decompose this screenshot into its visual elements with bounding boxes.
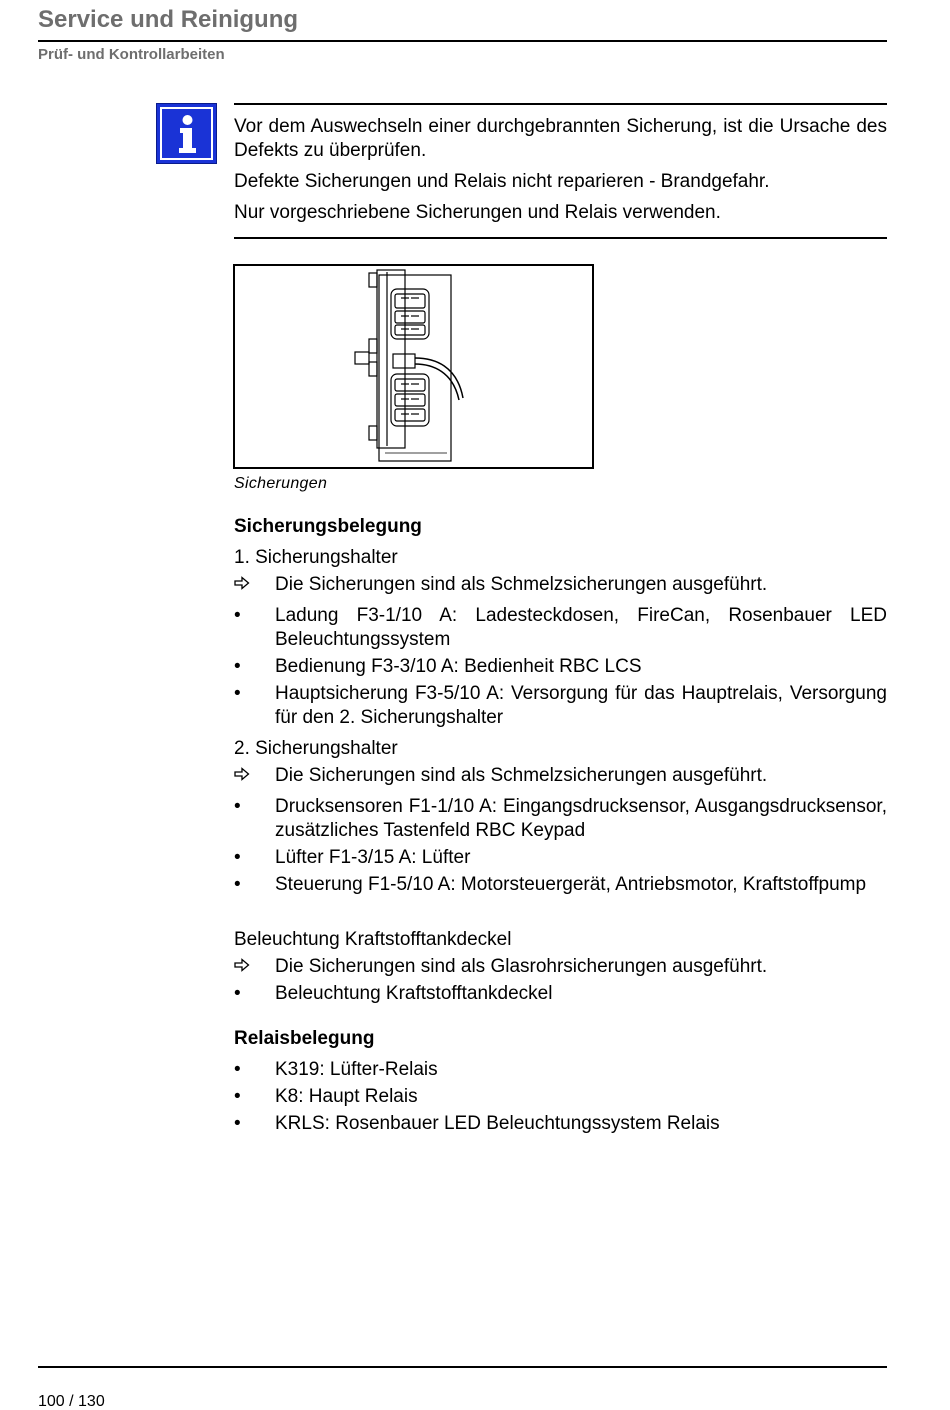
list-item-text: Bedienung F3-3/10 A: Bedienheit RBC LCS [275, 656, 642, 677]
page-number: 100 / 130 [38, 1393, 105, 1410]
bullet-mark: • [234, 1113, 241, 1134]
note-top-divider [234, 103, 887, 105]
list-item [234, 682, 887, 730]
list-item [234, 604, 887, 652]
bullet-mark: • [234, 1086, 241, 1107]
bullet-mark: • [234, 874, 241, 895]
bullet-mark: • [234, 1059, 241, 1080]
list-item [234, 655, 887, 679]
list-item [234, 1112, 887, 1136]
result-arrow-icon [234, 573, 264, 597]
fuse-holder-2-title: 2. Sicherungshalter [234, 738, 398, 759]
bullet-mark: • [234, 796, 241, 817]
list-item-text: Ladung F3-1/10 A: Ladesteckdosen, FireCan, Rosenbauer LED Beleuchtungssystem [275, 605, 887, 650]
note-bottom-divider [234, 237, 887, 239]
footer-divider [38, 1366, 887, 1368]
list-item-text: Drucksensoren F1-1/10 A: Eingangsdrucksensor, Ausgangsdrucksensor, zusätzliches Tastenfeld RBC Keypad [275, 796, 887, 841]
list-item-text: K319: Lüfter-Relais [275, 1059, 438, 1080]
bullet-mark: • [234, 983, 241, 1004]
result-arrow-icon [234, 764, 264, 788]
list-item-text: Hauptsicherung F3-5/10 A: Versorgung für das Hauptrelais, Versorgung für den 2. Sicherungshalter [275, 683, 887, 728]
page-subtitle: Prüf- und Kontrollarbeiten [38, 46, 225, 63]
info-icon [156, 103, 217, 164]
tank-lighting-title: Beleuchtung Kraftstofftankdeckel [234, 929, 512, 950]
result-item [234, 573, 887, 597]
list-item-text: Lüfter F1-3/15 A: Lüfter [275, 847, 471, 868]
bullet-mark: • [234, 656, 241, 677]
fuse-assignment-heading: Sicherungsbelegung [234, 516, 422, 537]
result-text: Die Sicherungen sind als Glasrohrsicherungen ausgeführt. [275, 956, 768, 977]
result-text: Die Sicherungen sind als Schmelzsicherungen ausgeführt. [275, 765, 768, 786]
list-item [234, 873, 887, 897]
fuse-box-illustration [233, 264, 594, 469]
bullet-mark: • [234, 847, 241, 868]
list-item [234, 795, 887, 843]
result-text: Die Sicherungen sind als Schmelzsicherungen ausgeführt. [275, 574, 768, 595]
result-item [234, 955, 887, 979]
fuse-box-drawing [235, 266, 592, 467]
list-item-text: KRLS: Rosenbauer LED Beleuchtungssystem Relais [275, 1113, 720, 1134]
note-line-1: Vor dem Auswechseln einer durchgebrannten Sicherung, ist die Ursache des Defekts zu überprüfen. [234, 116, 887, 161]
list-item-text: Steuerung F1-5/10 A: Motorsteuergerät, Antriebsmotor, Kraftstoffpump [275, 874, 867, 895]
result-item [234, 764, 887, 788]
header-divider [38, 40, 887, 42]
bullet-mark: • [234, 683, 241, 704]
page-title: Service und Reinigung [38, 6, 299, 33]
list-item [234, 846, 887, 870]
list-item [234, 1085, 887, 1109]
list-item-text: Beleuchtung Kraftstofftankdeckel [275, 983, 553, 1004]
note-line-3: Nur vorgeschriebene Sicherungen und Relais verwenden. [234, 202, 721, 223]
list-item-text: K8: Haupt Relais [275, 1086, 418, 1107]
list-item [234, 1058, 887, 1082]
relay-assignment-heading: Relaisbelegung [234, 1028, 375, 1049]
result-arrow-icon [234, 955, 264, 979]
fuse-holder-1-title: 1. Sicherungshalter [234, 547, 398, 568]
bullet-mark: • [234, 605, 241, 626]
note-line-2: Defekte Sicherungen und Relais nicht reparieren - Brandgefahr. [234, 171, 770, 192]
list-item [234, 982, 887, 1006]
figure-caption: Sicherungen [234, 475, 328, 492]
